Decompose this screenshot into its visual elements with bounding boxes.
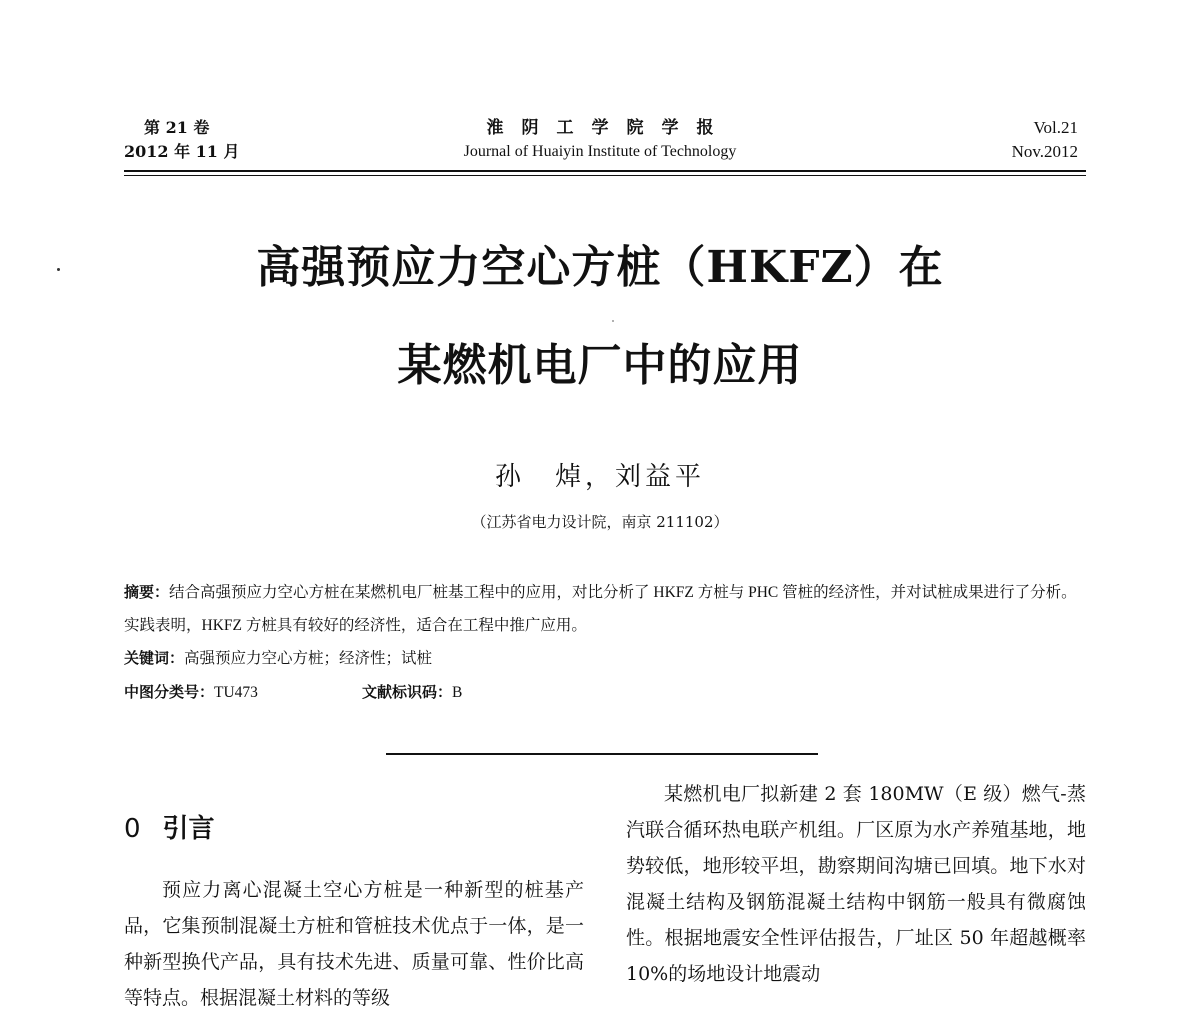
keywords-label: 关键词： [124,649,185,667]
header-rule-thin [124,175,1086,176]
header-right [918,116,1078,164]
doc-code-value: B [452,684,463,701]
date-en: Nov.2012 [1011,142,1078,161]
affiliation: （江苏省电力设计院，南京 211102） [471,513,729,531]
header-center [400,116,800,164]
abstract-text: 结合高强预应力空心方桩在某燃机电厂桩基工程中的应用，对比分析了 HKFZ 方桩与 PHC 管桩的经济性，并对试桩成果进行了分析。实践表明，HKFZ 方桩具有较好的经济性，适合在工程中推广应用。 [124,584,1077,634]
header-left [124,116,284,164]
clc-value: TU473 [214,684,258,701]
document-code [362,676,462,709]
section-title: 引言 [162,814,215,844]
date-cn: 2012 年 11 月 [124,142,240,161]
journal-name-en: Journal of Huaiyin Institute of Technology [463,143,737,160]
abstract-label: 摘要： [124,583,170,601]
volume-en: Vol.21 [1033,118,1078,137]
doc-code-label: 文献标识码： [362,683,453,701]
abstract [124,576,1086,642]
paper-title-line1: 高强预应力空心方桩（HKFZ）在 [256,242,944,293]
section-heading [124,808,215,845]
keywords-text: 高强预应力空心方桩；经济性；试桩 [184,650,433,667]
keywords [124,642,432,675]
volume-cn: 第 21 卷 [144,118,210,137]
paper-title-line2: 某燃机电厂中的应用 [397,340,803,391]
scan-speck [57,268,60,271]
right-column-paragraph: 某燃机电厂拟新建 2 套 180MW（E 级）燃气-蒸汽联合循环热电联产机组。厂区原为水产养殖基地，地势较低，地形较平坦，勘察期间沟塘已回填。地下水对混凝土结构及钢筋混凝土结构中钢筋一般具有微腐蚀性。根据地震安全性评估报告，厂址区 50 年超越概率 10%的场地设计地震动 [626,783,1086,985]
journal-name-cn: 淮阴工学院学报 [486,118,732,138]
left-column-paragraph: 预应力离心混凝土空心方桩是一种新型的桩基产品，它集预制混凝土方桩和管桩技术优点于一体，是一种新型换代产品，具有技术先进、质量可靠、性价比高等特点。根据混凝土材料的等级 [124,879,584,1009]
author-list: 孙 焯，刘益平 [494,462,705,492]
clc-label: 中图分类号： [124,683,215,701]
header-rule-thick [124,170,1086,172]
section-number: 0 [124,814,141,844]
section-divider [386,753,818,755]
scan-speck [612,320,614,322]
